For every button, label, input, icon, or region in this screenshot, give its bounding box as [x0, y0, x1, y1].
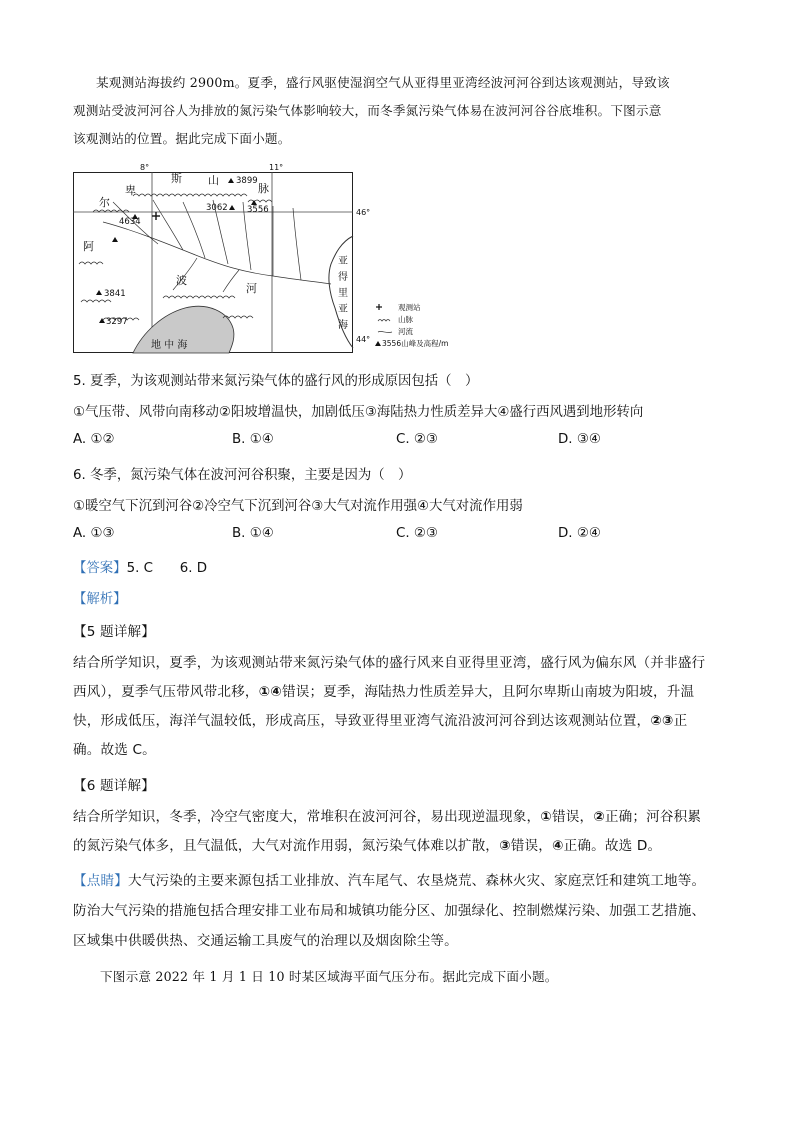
answer-text: 5. C 6. D	[126, 561, 208, 576]
q6-option-d[interactable]: D. ②④	[558, 526, 601, 541]
d6-title: 【6 题详解】	[73, 778, 155, 794]
lon-label-11: 11°	[269, 163, 284, 172]
d6-line-1c: 错误，	[551, 809, 594, 825]
d5-line-3a: 快，形成低压，海洋气温较低，形成高压，导致亚得里亚湾气流沿波河河谷到达该观测站位置，	[73, 713, 651, 729]
q6-stem: 6. 冬季，氮污染气体在波河河谷积聚，主要是因为（ ）	[73, 468, 412, 483]
tip-label: 【点睛】	[73, 873, 128, 889]
d5-line-3c: 正	[673, 713, 688, 729]
tip-line-1	[73, 869, 705, 889]
q5-stem: 5. 夏季，为该观测站带来氮污染气体的盛行风的形成原因包括（ ）	[73, 374, 479, 389]
legend-station-label: 观测站	[398, 303, 421, 312]
range-char-4: 斯	[171, 172, 182, 185]
range-char-1: 阿	[83, 240, 94, 253]
observation-station-marker	[152, 212, 160, 220]
d6-line-2c: 错误，	[510, 838, 552, 854]
q6-option-a[interactable]: A. ①③	[73, 526, 115, 541]
d6-line-1	[73, 805, 701, 825]
peak-elev-3899: 3899	[236, 176, 258, 186]
d6-line-2	[73, 834, 661, 854]
lat-label-46: 46°	[356, 208, 371, 217]
sea-char-5: 海	[338, 320, 348, 331]
d6-line-1a: 结合所学知识，冬季，冷空气密度大，常堆积在波河河谷，易出现逆温现象，	[73, 809, 541, 825]
d6-line-2e: 正确。故选 D。	[563, 838, 662, 854]
peak-elev-3556: 3556	[247, 205, 269, 215]
analysis-label: 【解析】	[73, 592, 127, 607]
next-intro: 下图示意 2022 年 1 月 1 日 10 时某区域海平面气压分布。据此完成下面小题。	[100, 969, 558, 984]
peak-markers	[96, 178, 257, 323]
q5-statements: ①气压带、风带向南移动②阳坡增温快，加剧低压③海陆热力性质差异大④盛行西风遇到地形转向	[73, 405, 644, 420]
legend-station-symbol	[376, 304, 382, 310]
range-char-5: 山	[208, 174, 219, 187]
tip-line-2: 防治大气污染的措施包括合理安排工业布局和城镇功能分区、加强绿化、控制燃煤污染、加强工艺措施、	[73, 903, 706, 919]
range-char-3: 卑	[125, 184, 136, 197]
d5-line-2a: 西风），夏季气压带风带北移，	[73, 684, 259, 700]
map-legend	[372, 300, 462, 352]
mountain-ranges	[79, 194, 272, 320]
legend-peak-symbol	[375, 341, 381, 346]
d5-title: 【5 题详解】	[73, 624, 155, 640]
mediterranean-label: 地 中 海	[151, 340, 188, 351]
q6-statements: ①暖空气下沉到河谷②冷空气下沉到河谷③大气对流作用强④大气对流作用弱	[73, 499, 523, 514]
river-char-2: 河	[246, 282, 257, 295]
sea-char-2: 得	[338, 272, 348, 283]
d6-line-1e: 正确；河谷积累	[604, 809, 702, 825]
d6-line-1b: ①	[540, 809, 552, 825]
tip-text-1: 大气污染的主要来源包括工业排放、汽车尾气、农垦烧荒、森林火灾、家庭烹饪和建筑工地等。	[127, 873, 706, 889]
river-network	[103, 200, 331, 292]
tip-line-3: 区域集中供暖供热、交通运输工具废气的治理以及烟囱除尘等。	[73, 933, 458, 949]
d6-line-1d: ②	[593, 809, 605, 825]
q6-option-b[interactable]: B. ①④	[232, 526, 274, 541]
legend-mountain-symbol	[378, 320, 390, 322]
d6-line-2d: ④	[551, 838, 564, 854]
q6-option-c[interactable]: C. ②③	[396, 526, 438, 541]
q5-option-d[interactable]: D. ③④	[558, 432, 601, 447]
q5-option-c[interactable]: C. ②③	[396, 432, 438, 447]
intro-line-2: 观测站受波河河谷人为排放的氮污染气体影响较大，而冬季氮污染气体易在波河河谷谷底堆积。下图示意	[73, 103, 662, 118]
d6-line-2a: 的氮污染气体多，且气温低，大气对流作用弱，氮污染气体难以扩散，	[73, 838, 500, 854]
d5-line-2c: 错误；夏季，海陆热力性质差异大，且阿尔卑斯山南坡为阳坡，升温	[281, 684, 695, 700]
lat-label-44: 44°	[356, 335, 371, 344]
legend-river-symbol	[378, 331, 392, 332]
river-char-1: 波	[176, 274, 187, 287]
answer-label: 【答案】	[73, 561, 127, 576]
d5-line-3	[73, 709, 687, 729]
range-char-6: 脉	[258, 182, 269, 195]
intro-line-1: 某观测站海拔约 2900m。夏季，盛行风驱使湿润空气从亚得里亚湾经波河河谷到达该观测站，导致该	[96, 75, 670, 90]
d6-line-2b: ③	[499, 838, 511, 854]
sea-char-4: 亚	[338, 304, 348, 315]
d5-line-4: 确。故选 C。	[73, 742, 156, 758]
legend-river-label: 河流	[398, 327, 413, 336]
alps-po-valley-map	[73, 163, 373, 358]
d5-line-2b: ①④	[258, 684, 282, 700]
peak-elev-3062: 3062	[206, 203, 228, 213]
sea-char-1: 亚	[338, 256, 348, 267]
peak-elev-3297: 3297	[106, 317, 128, 327]
sea-char-3: 里	[338, 288, 348, 299]
peak-elev-4634: 4634	[119, 217, 141, 227]
lon-label-8: 8°	[140, 163, 150, 172]
range-char-2: 尔	[99, 196, 110, 209]
q5-option-a[interactable]: A. ①②	[73, 432, 115, 447]
intro-line-3: 该观测站的位置。据此完成下面小题。	[73, 131, 291, 146]
d5-line-3b: ②③	[650, 713, 674, 729]
answer-line	[73, 557, 207, 576]
peak-elev-3841: 3841	[104, 289, 126, 299]
legend-mountain-label: 山脉	[398, 315, 413, 324]
d5-line-2	[73, 680, 694, 700]
q5-option-b[interactable]: B. ①④	[232, 432, 274, 447]
d5-line-1: 结合所学知识，夏季，为该观测站带来氮污染气体的盛行风来自亚得里亚湾，盛行风为偏东风（并非盛行	[73, 655, 706, 671]
legend-peak-label: 3556山峰及高程/m	[382, 339, 449, 348]
